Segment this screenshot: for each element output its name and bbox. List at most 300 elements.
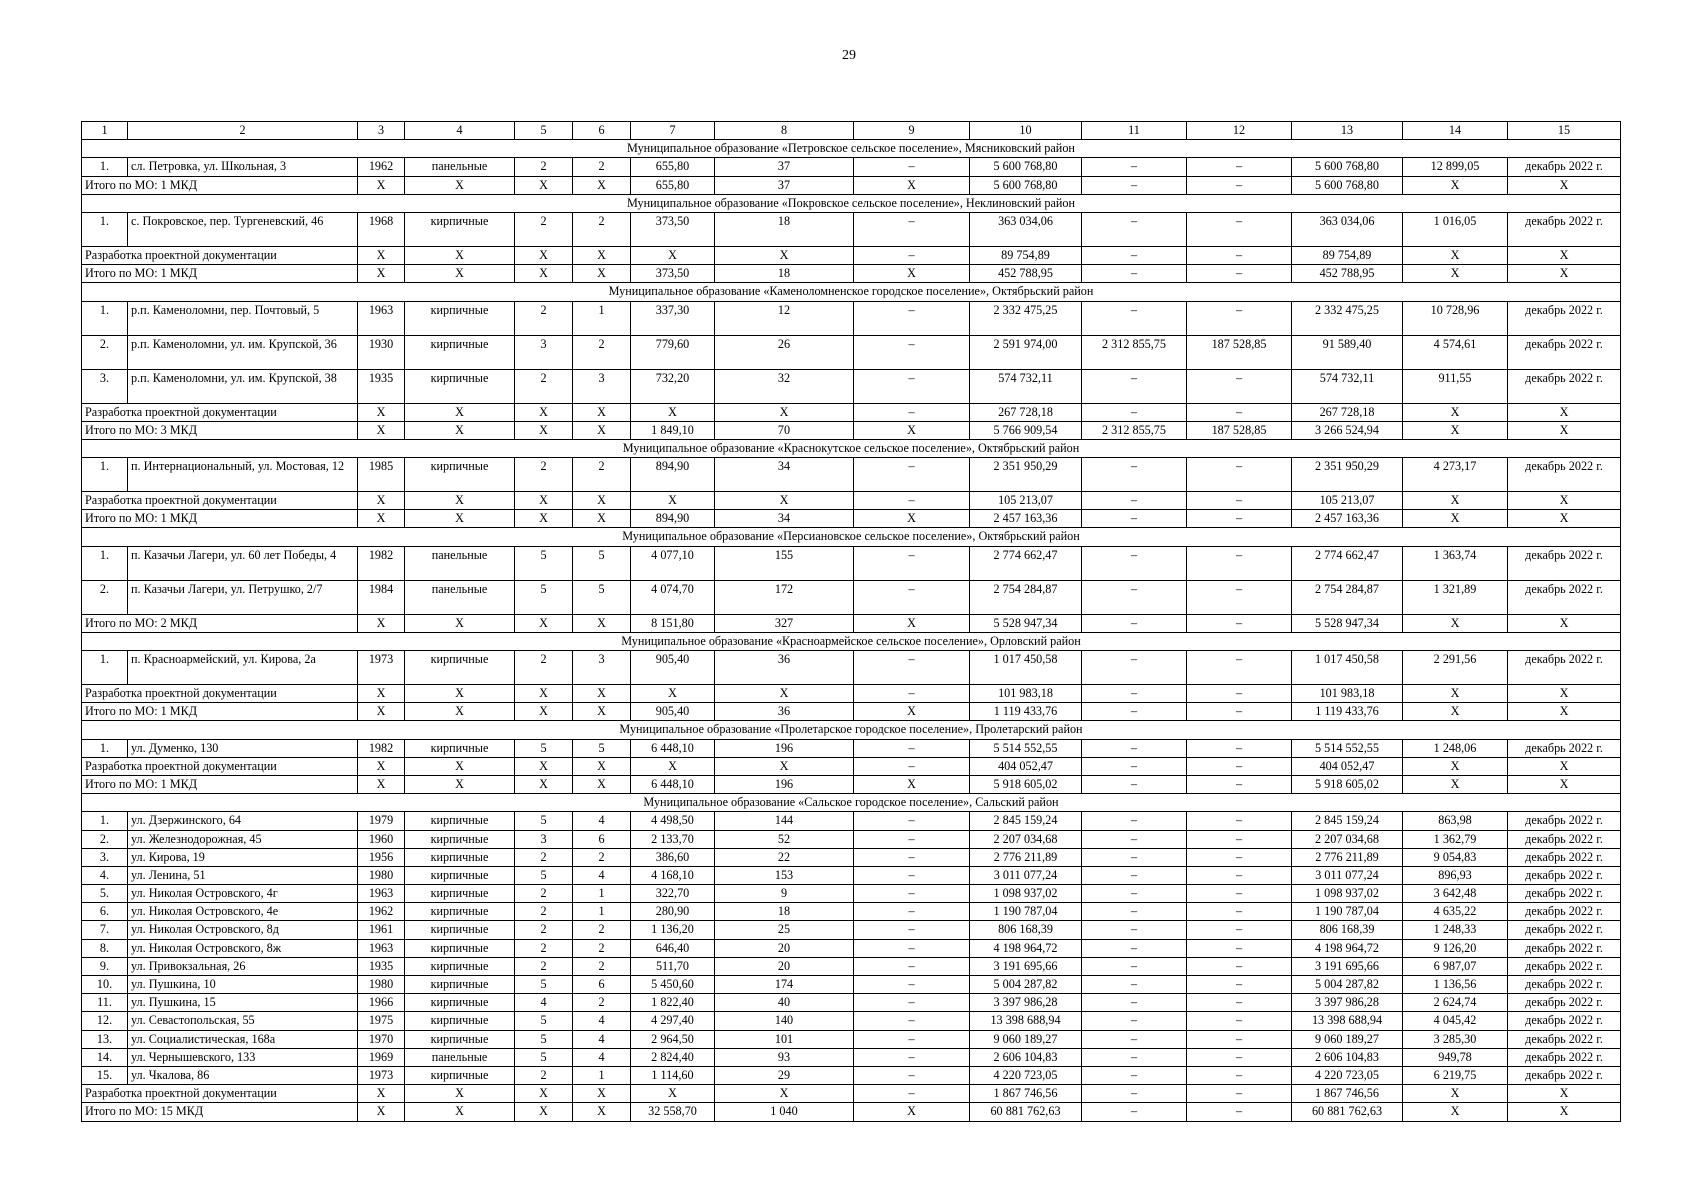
table-cell: 1 119 433,76 [1292,703,1403,721]
table-cell: – [1082,848,1187,866]
table-cell: X [1508,403,1621,421]
table-cell: – [1187,1030,1292,1048]
table-cell: 452 788,95 [1292,265,1403,283]
row-label-cell: Итого по МО: 1 МКД [82,775,358,793]
table-cell: декабрь 2022 г. [1508,957,1621,975]
table-cell: – [1082,369,1187,403]
table-cell: 373,50 [631,265,715,283]
table-cell: – [1187,510,1292,528]
table-cell: X [515,403,573,421]
address-cell: п. Красноармейский, ул. Кирова, 2а [128,651,358,685]
table-cell: 779,60 [631,335,715,369]
table-cell: 1 362,79 [1403,830,1508,848]
table-cell: декабрь 2022 г. [1508,994,1621,1012]
table-cell: X [854,176,970,194]
table-cell: X [358,246,405,264]
table-row [82,812,1621,830]
table-cell: 2 332 475,25 [1292,301,1403,335]
table-cell: 101 [715,1030,854,1048]
table-cell: – [1187,1048,1292,1066]
table-cell: X [715,757,854,775]
table-cell: кирпичные [405,739,515,757]
column-number-cell: 11 [1082,122,1187,140]
table-cell: – [1187,1012,1292,1030]
table-cell: X [1508,176,1621,194]
table-row [82,1066,1621,1084]
table-row [82,866,1621,884]
table-cell: декабрь 2022 г. [1508,976,1621,994]
table-cell: 2 312 855,75 [1082,335,1187,369]
table-cell: 363 034,06 [1292,212,1403,246]
table-cell: 89 754,89 [1292,246,1403,264]
table-cell: – [1082,403,1187,421]
table-cell: X [405,1103,515,1121]
row-number-cell: 2. [82,830,128,848]
table-cell: 2 754 284,87 [970,580,1082,614]
municipality-title: Муниципальное образование «Красноармейское сельское поселение», Орловский район [82,632,1621,650]
table-cell: 4 [573,866,631,884]
row-number-cell: 1. [82,301,128,335]
table-cell: – [1187,403,1292,421]
municipality-title: Муниципальное образование «Сальское городское поселение», Сальский район [82,794,1621,812]
table-cell: 13 398 688,94 [970,1012,1082,1030]
table-cell: кирпичные [405,651,515,685]
table-cell: 18 [715,212,854,246]
table-cell: 5 004 287,82 [1292,976,1403,994]
table-cell: – [854,335,970,369]
table-cell: 5 918 605,02 [970,775,1082,793]
table-cell: 646,40 [631,939,715,957]
table-cell: 1 190 787,04 [970,903,1082,921]
table-cell: 2 776 211,89 [970,848,1082,866]
address-cell: ул. Социалистическая, 168а [128,1030,358,1048]
row-label-cell: Разработка проектной документации [82,685,358,703]
table-cell: X [715,403,854,421]
table-cell: X [515,1085,573,1103]
table-cell: 5 [515,866,573,884]
row-number-cell: 10. [82,976,128,994]
municipality-title: Муниципальное образование «Покровское сельское поселение», Неклиновский район [82,194,1621,212]
table-cell: 1984 [358,580,405,614]
table-cell: 5 [515,1012,573,1030]
table-cell: X [573,614,631,632]
table-cell: 3 191 695,66 [970,957,1082,975]
table-cell: – [1082,301,1187,335]
table-cell: 2 776 211,89 [1292,848,1403,866]
row-label-cell: Разработка проектной документации [82,757,358,775]
total-row [82,510,1621,528]
row-number-cell: 6. [82,903,128,921]
table-cell: – [854,1066,970,1084]
table-cell: – [1082,903,1187,921]
row-label-cell: Итого по МО: 1 МКД [82,265,358,283]
table-cell: – [1082,757,1187,775]
table-cell: X [715,1085,854,1103]
table-cell: – [1187,458,1292,492]
table-cell: 6 448,10 [631,775,715,793]
table-cell: X [405,775,515,793]
table-cell: X [358,614,405,632]
address-cell: ул. Дзержинского, 64 [128,812,358,830]
table-cell: 105 213,07 [1292,492,1403,510]
table-cell: 9 060 189,27 [970,1030,1082,1048]
table-cell: декабрь 2022 г. [1508,830,1621,848]
table-cell: X [405,614,515,632]
table-cell: 34 [715,510,854,528]
address-cell: р.п. Каменоломни, ул. им. Крупской, 36 [128,335,358,369]
table-cell: декабрь 2022 г. [1508,301,1621,335]
table-cell: – [854,921,970,939]
table-cell: X [573,757,631,775]
table-cell: X [1403,685,1508,703]
table-cell: – [1082,994,1187,1012]
table-cell: X [515,265,573,283]
table-cell: X [515,703,573,721]
row-number-cell: 1. [82,158,128,176]
table-cell: 172 [715,580,854,614]
table-cell: 5 600 768,80 [1292,176,1403,194]
table-cell: 8 151,80 [631,614,715,632]
table-cell: 2 [515,301,573,335]
table-cell: 1963 [358,301,405,335]
table-cell: 20 [715,957,854,975]
table-cell: 1982 [358,546,405,580]
table-cell: X [405,685,515,703]
table-cell: X [854,703,970,721]
row-label-cell: Разработка проектной документации [82,246,358,264]
table-cell: – [1187,580,1292,614]
table-cell: 4 297,40 [631,1012,715,1030]
table-cell: кирпичные [405,1030,515,1048]
table-cell: 911,55 [1403,369,1508,403]
table-cell: кирпичные [405,885,515,903]
table-cell: – [1082,939,1187,957]
table-cell: X [1508,492,1621,510]
table-cell: X [358,1085,405,1103]
table-cell: 153 [715,866,854,884]
table-cell: 863,98 [1403,812,1508,830]
design-docs-row [82,757,1621,775]
table-cell: 732,20 [631,369,715,403]
column-number-cell: 2 [128,122,358,140]
table-cell: 4 220 723,05 [970,1066,1082,1084]
table-cell: 9 060 189,27 [1292,1030,1403,1048]
address-cell: ул. Николая Островского, 8д [128,921,358,939]
table-cell: 1935 [358,957,405,975]
table-cell: – [854,580,970,614]
address-cell: ул. Пушкина, 15 [128,994,358,1012]
table-cell: декабрь 2022 г. [1508,158,1621,176]
row-label-cell: Итого по МО: 1 МКД [82,703,358,721]
table-cell: кирпичные [405,921,515,939]
table-cell: 105 213,07 [970,492,1082,510]
table-cell: 4 273,17 [1403,458,1508,492]
table-cell: X [515,176,573,194]
table-cell: 1 849,10 [631,421,715,439]
table-cell: 196 [715,739,854,757]
table-cell: декабрь 2022 г. [1508,1012,1621,1030]
table-cell: 1 248,33 [1403,921,1508,939]
table-cell: 2 [515,651,573,685]
row-number-cell: 7. [82,921,128,939]
table-cell: 101 983,18 [1292,685,1403,703]
table-cell: X [1508,421,1621,439]
table-cell: 949,78 [1403,1048,1508,1066]
table-cell: 2 591 974,00 [970,335,1082,369]
row-label-cell: Итого по МО: 1 МКД [82,510,358,528]
table-cell: 1963 [358,939,405,957]
table-cell: декабрь 2022 г. [1508,921,1621,939]
address-cell: ул. Николая Островского, 8ж [128,939,358,957]
table-cell: 2 606 104,83 [1292,1048,1403,1066]
table-cell: – [1187,903,1292,921]
table-row [82,651,1621,685]
table-cell: 20 [715,939,854,957]
table-row [82,921,1621,939]
table-cell: – [854,1048,970,1066]
page-number: 29 [842,48,856,63]
table-cell: – [1082,1048,1187,1066]
address-cell: п. Казачьи Лагери, ул. 60 лет Победы, 4 [128,546,358,580]
table-cell: – [1082,651,1187,685]
table-cell: 2 [573,335,631,369]
table-cell: X [515,614,573,632]
municipality-section-row [82,439,1621,457]
table-row [82,830,1621,848]
row-number-cell: 1. [82,212,128,246]
table-cell: 373,50 [631,212,715,246]
table-cell: X [358,703,405,721]
table-cell: X [1508,1085,1621,1103]
table-cell: 36 [715,651,854,685]
table-cell: – [1082,614,1187,632]
table-cell: 806 168,39 [970,921,1082,939]
table-cell: – [854,212,970,246]
table-cell: – [1082,685,1187,703]
table-cell: X [358,176,405,194]
table-cell: 2 [515,885,573,903]
table-row [82,158,1621,176]
table-cell: – [854,301,970,335]
column-number-cell: 7 [631,122,715,140]
table-row [82,1048,1621,1066]
table-cell: 363 034,06 [970,212,1082,246]
table-cell: – [1187,265,1292,283]
table-cell: – [1187,614,1292,632]
column-number-cell: 9 [854,122,970,140]
table-cell: 2 964,50 [631,1030,715,1048]
table-cell: 4 [573,1048,631,1066]
table-cell: 89 754,89 [970,246,1082,264]
table-cell: X [515,775,573,793]
table-row [82,939,1621,957]
table-cell: 12 [715,301,854,335]
table-cell: 6 [573,976,631,994]
table-cell: 3 397 986,28 [970,994,1082,1012]
table-cell: 196 [715,775,854,793]
table-cell: 4 074,70 [631,580,715,614]
address-cell: ул. Николая Островского, 4е [128,903,358,921]
table-cell: X [573,176,631,194]
table-cell: 40 [715,994,854,1012]
row-number-cell: 1. [82,546,128,580]
table-cell: X [1403,1085,1508,1103]
table-cell: – [1187,301,1292,335]
table-cell: – [1187,775,1292,793]
table-cell: X [1508,246,1621,264]
municipality-section-row [82,283,1621,301]
table-cell: 2 [573,939,631,957]
table-cell: 1 119 433,76 [970,703,1082,721]
table-cell: X [515,685,573,703]
table-cell: 70 [715,421,854,439]
table-cell: – [1082,1030,1187,1048]
table-cell: 2 291,56 [1403,651,1508,685]
table-cell: – [854,739,970,757]
table-cell: 1975 [358,1012,405,1030]
table-cell: 2 [515,848,573,866]
table-cell: – [1187,176,1292,194]
address-cell: п. Казачьи Лагери, ул. Петрушко, 2/7 [128,580,358,614]
table-cell: 2 [515,212,573,246]
table-row [82,994,1621,1012]
table-cell: – [1082,176,1187,194]
housing-repair-table [81,121,1621,1122]
row-number-cell: 15. [82,1066,128,1084]
table-cell: 806 168,39 [1292,921,1403,939]
municipality-section-row [82,194,1621,212]
table-cell: декабрь 2022 г. [1508,1066,1621,1084]
table-cell: X [1508,685,1621,703]
table-cell: 1 867 746,56 [970,1085,1082,1103]
table-cell: 1 017 450,58 [1292,651,1403,685]
table-cell: – [1082,812,1187,830]
table-cell: 1963 [358,885,405,903]
municipality-section-row [82,528,1621,546]
table-cell: – [1082,265,1187,283]
table-cell: 2 624,74 [1403,994,1508,1012]
table-cell: 2 824,40 [631,1048,715,1066]
table-cell: декабрь 2022 г. [1508,812,1621,830]
table-cell: – [854,885,970,903]
address-cell: ул. Думенко, 130 [128,739,358,757]
table-cell: 1973 [358,1066,405,1084]
table-cell: 2 [573,158,631,176]
table-cell: 1 136,20 [631,921,715,939]
table-cell: X [573,703,631,721]
table-cell: 144 [715,812,854,830]
table-cell: 574 732,11 [1292,369,1403,403]
table-cell: – [1082,212,1187,246]
table-cell: 2 [515,369,573,403]
table-cell: X [1508,614,1621,632]
table-cell: 2 [573,458,631,492]
table-cell: 4 198 964,72 [970,939,1082,957]
table-cell: 1962 [358,158,405,176]
table-cell: X [573,685,631,703]
table-cell: 327 [715,614,854,632]
table-cell: декабрь 2022 г. [1508,335,1621,369]
table-cell: 5 [573,739,631,757]
table-cell: 4 168,10 [631,866,715,884]
table-cell: 896,93 [1403,866,1508,884]
table-cell: 32 558,70 [631,1103,715,1121]
address-cell: ул. Железнодорожная, 45 [128,830,358,848]
table-cell: 1 363,74 [1403,546,1508,580]
table-cell: – [854,1085,970,1103]
table-cell: декабрь 2022 г. [1508,939,1621,957]
table-cell: 4 [573,812,631,830]
table-cell: 2 [573,848,631,866]
address-cell: р.п. Каменоломни, ул. им. Крупской, 38 [128,369,358,403]
table-cell: – [1187,158,1292,176]
table-cell: 1 190 787,04 [1292,903,1403,921]
table-cell: – [854,458,970,492]
municipality-title: Муниципальное образование «Петровское сельское поселение», Мясниковский район [82,140,1621,158]
table-cell: 13 398 688,94 [1292,1012,1403,1030]
table-cell: 3 [573,651,631,685]
table-cell: 2 207 034,68 [1292,830,1403,848]
table-cell: X [631,757,715,775]
table-cell: – [854,848,970,866]
table-cell: 1 867 746,56 [1292,1085,1403,1103]
table-cell: 452 788,95 [970,265,1082,283]
table-cell: 4 198 964,72 [1292,939,1403,957]
row-number-cell: 2. [82,335,128,369]
table-cell: – [1187,848,1292,866]
column-number-cell: 3 [358,122,405,140]
table-cell: X [1508,757,1621,775]
table-cell: – [1082,158,1187,176]
table-cell: декабрь 2022 г. [1508,903,1621,921]
table-cell: 1960 [358,830,405,848]
table-cell: 174 [715,976,854,994]
address-cell: ул. Чкалова, 86 [128,1066,358,1084]
column-number-cell: 12 [1187,122,1292,140]
table-cell: кирпичные [405,976,515,994]
column-number-cell: 6 [573,122,631,140]
table-cell: X [631,403,715,421]
table-cell: X [854,265,970,283]
table-cell: 5 514 552,55 [970,739,1082,757]
table-cell: 5 [573,546,631,580]
table-cell: X [358,492,405,510]
table-cell: 2 457 163,36 [1292,510,1403,528]
table-cell: 337,30 [631,301,715,335]
table-cell: – [854,1012,970,1030]
column-number-cell: 8 [715,122,854,140]
table-cell: 2 [515,903,573,921]
table-cell: X [405,265,515,283]
table-cell: 10 728,96 [1403,301,1508,335]
table-cell: – [854,246,970,264]
table-cell: 511,70 [631,957,715,975]
table-cell: кирпичные [405,458,515,492]
table-cell: панельные [405,1048,515,1066]
table-cell: X [358,685,405,703]
table-cell: – [1187,1085,1292,1103]
row-number-cell: 1. [82,458,128,492]
table-cell: 2 [515,1066,573,1084]
table-cell: 1966 [358,994,405,1012]
column-number-row [82,122,1621,140]
table-cell: кирпичные [405,1066,515,1084]
table-cell: 52 [715,830,854,848]
table-cell: панельные [405,158,515,176]
table-cell: 5 600 768,80 [1292,158,1403,176]
table-cell: кирпичные [405,1012,515,1030]
table-cell: 267 728,18 [1292,403,1403,421]
